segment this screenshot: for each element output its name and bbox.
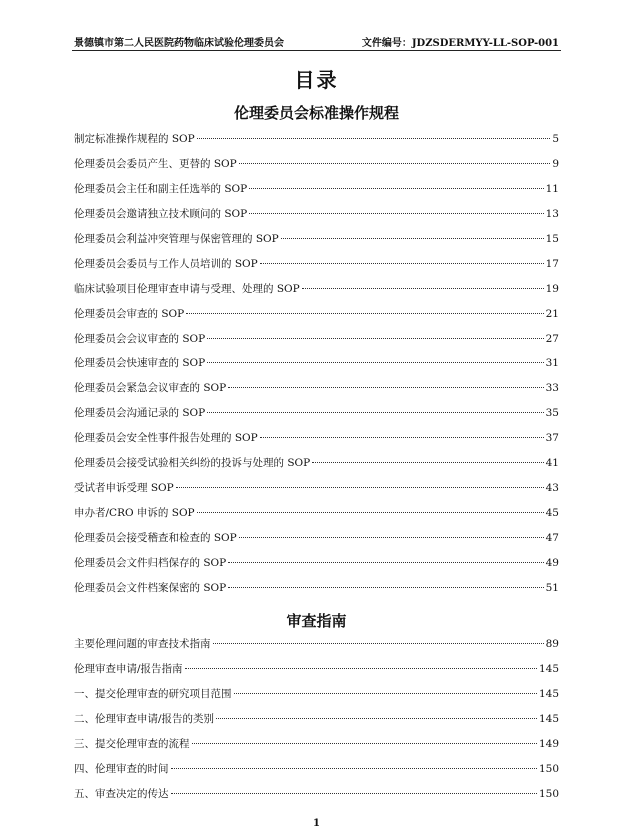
toc-entry-label: 伦理委员会审查的 SOP [74,307,185,320]
toc-entry-label: 伦理委员会文件归档保存的 SOP [74,556,227,569]
toc-entry[interactable] [74,636,559,661]
dot-leader [249,188,543,189]
toc-entry[interactable] [74,555,559,580]
toc-entry-page-number: 17 [545,257,559,270]
toc-entry-page-number: 5 [552,133,559,145]
toc-entry-label: 申办者/CRO 申诉的 SOP [74,507,195,520]
dot-leader [228,562,543,563]
toc-entry[interactable] [74,786,559,811]
dot-leader [213,643,544,644]
toc-entry-label: 伦理委员会邀请独立技术顾问的 SOP [74,207,248,220]
page-header [74,34,559,48]
toc-entry-page-number: 15 [545,232,559,245]
toc-entry-label: 受试者申诉受理 SOP [74,482,174,495]
toc-entry-label: 伦理委员会快速审查的 SOP [74,357,206,370]
toc-entry-page-number: 89 [545,638,559,650]
dot-leader [207,412,543,413]
toc-entry-page-number: 35 [545,407,559,420]
toc-entry[interactable] [74,530,559,555]
page-number: 1 [313,818,320,829]
dot-leader [171,768,537,769]
toc-entry-page-number: 41 [545,457,559,470]
toc-entry[interactable] [74,455,559,480]
toc-entry[interactable] [74,661,559,686]
dot-leader [312,462,543,463]
toc-entry[interactable] [74,256,559,281]
toc-entry-page-number: 47 [545,532,559,544]
toc-entry[interactable] [74,181,559,206]
dot-leader [302,288,544,289]
toc-entry-label: 伦理委员会文件档案保密的 SOP [74,581,227,594]
toc-entry-label: 伦理委员会利益冲突管理与保密管理的 SOP [74,232,279,245]
toc-entry-label: 五、审查决定的传达 [74,787,169,800]
toc-entry-label: 一、提交伦理审查的研究项目范围 [74,687,232,700]
header-document-number: 文件编号：JDZSDERMYY-LL-SOP-001 [361,37,559,49]
page-title: 目录 [294,68,339,92]
toc-entry-page-number: 43 [545,482,559,495]
toc-entry[interactable] [74,306,559,331]
dot-leader [207,338,543,339]
dot-leader [228,587,543,588]
toc-entry-page-number: 45 [545,507,559,520]
toc-entry-page-number: 11 [545,182,559,195]
toc-entry-page-number: 27 [545,332,559,345]
toc-entry-label: 主要伦理问题的审查技术指南 [74,638,211,650]
toc-entry[interactable] [74,156,559,181]
toc-entry[interactable] [74,711,559,736]
toc-entry-page-number: 19 [545,282,559,295]
toc-entry[interactable] [74,430,559,455]
toc-entry[interactable] [74,686,559,711]
dot-leader [207,362,543,363]
toc-entry-label: 制定标准操作规程的 SOP [74,133,195,145]
dot-leader [249,213,543,214]
toc-entry-page-number: 150 [538,762,559,775]
toc-entry-label: 伦理委员会会议审查的 SOP [74,332,206,345]
toc-entry-page-number: 49 [545,556,559,569]
dot-leader [228,387,543,388]
toc-entry-page-number: 9 [552,157,559,170]
toc-entry[interactable] [74,380,559,405]
toc-entry-label: 伦理委员会沟通记录的 SOP [74,407,206,420]
toc-entry[interactable] [74,331,559,356]
toc-entry-page-number: 13 [545,207,559,220]
toc-entry[interactable] [74,131,559,156]
toc-list-sop [74,131,559,605]
toc-entry-label: 二、伦理审查申请/报告的类别 [74,712,215,725]
toc-entry[interactable] [74,405,559,430]
header-divider [72,50,561,51]
toc-entry[interactable] [74,355,559,380]
dot-leader [260,437,544,438]
toc-entry-label: 伦理委员会接受稽查和检查的 SOP [74,532,237,544]
dot-leader [216,718,537,719]
dot-leader [186,313,543,314]
toc-entry-page-number: 145 [538,712,559,725]
dot-leader [239,163,551,164]
toc-entry-page-number: 149 [538,737,559,750]
toc-entry[interactable] [74,505,559,530]
dot-leader [281,238,544,239]
toc-entry-label: 三、提交伦理审查的流程 [74,737,190,750]
toc-entry-page-number: 37 [545,432,559,445]
toc-entry-page-number: 31 [545,357,559,370]
toc-entry[interactable] [74,231,559,256]
toc-entry[interactable] [74,580,559,605]
dot-leader [239,537,544,538]
toc-entry-label: 临床试验项目伦理审查申请与受理、处理的 SOP [74,282,300,295]
toc-entry-label: 伦理审查申请/报告指南 [74,662,183,675]
toc-entry-label: 伦理委员会委员与工作人员培训的 SOP [74,257,258,270]
section-heading-guidelines: 审查指南 [286,612,347,630]
toc-entry[interactable] [74,206,559,231]
dot-leader [192,743,537,744]
toc-entry-label: 伦理委员会委员产生、更替的 SOP [74,157,237,170]
toc-entry[interactable] [74,761,559,786]
toc-entry-label: 伦理委员会安全性事件报告处理的 SOP [74,432,258,445]
toc-entry-label: 伦理委员会紧急会议审查的 SOP [74,382,227,395]
header-organization: 景德镇市第二人民医院药物临床试验伦理委员会 [74,37,284,49]
dot-leader [260,263,544,264]
toc-entry-page-number: 33 [545,382,559,395]
toc-entry-label: 四、伦理审查的时间 [74,762,169,775]
toc-entry-page-number: 145 [538,687,559,700]
toc-entry-label: 伦理委员会接受试验相关纠纷的投诉与处理的 SOP [74,457,311,470]
dot-leader [197,138,551,139]
toc-entry-page-number: 51 [545,581,559,594]
dot-leader [185,668,537,669]
toc-entry-page-number: 150 [538,787,559,800]
toc-entry-page-number: 21 [545,307,559,320]
section-heading-sop: 伦理委员会标准操作规程 [233,104,399,122]
dot-leader [171,793,537,794]
toc-list-guidelines [74,636,559,811]
dot-leader [197,512,544,513]
toc-entry-label: 伦理委员会主任和副主任选举的 SOP [74,182,248,195]
toc-entry[interactable] [74,480,559,505]
toc-entry[interactable] [74,281,559,306]
toc-entry[interactable] [74,736,559,761]
dot-leader [176,487,544,488]
toc-entry-page-number: 145 [538,662,559,675]
dot-leader [234,693,537,694]
